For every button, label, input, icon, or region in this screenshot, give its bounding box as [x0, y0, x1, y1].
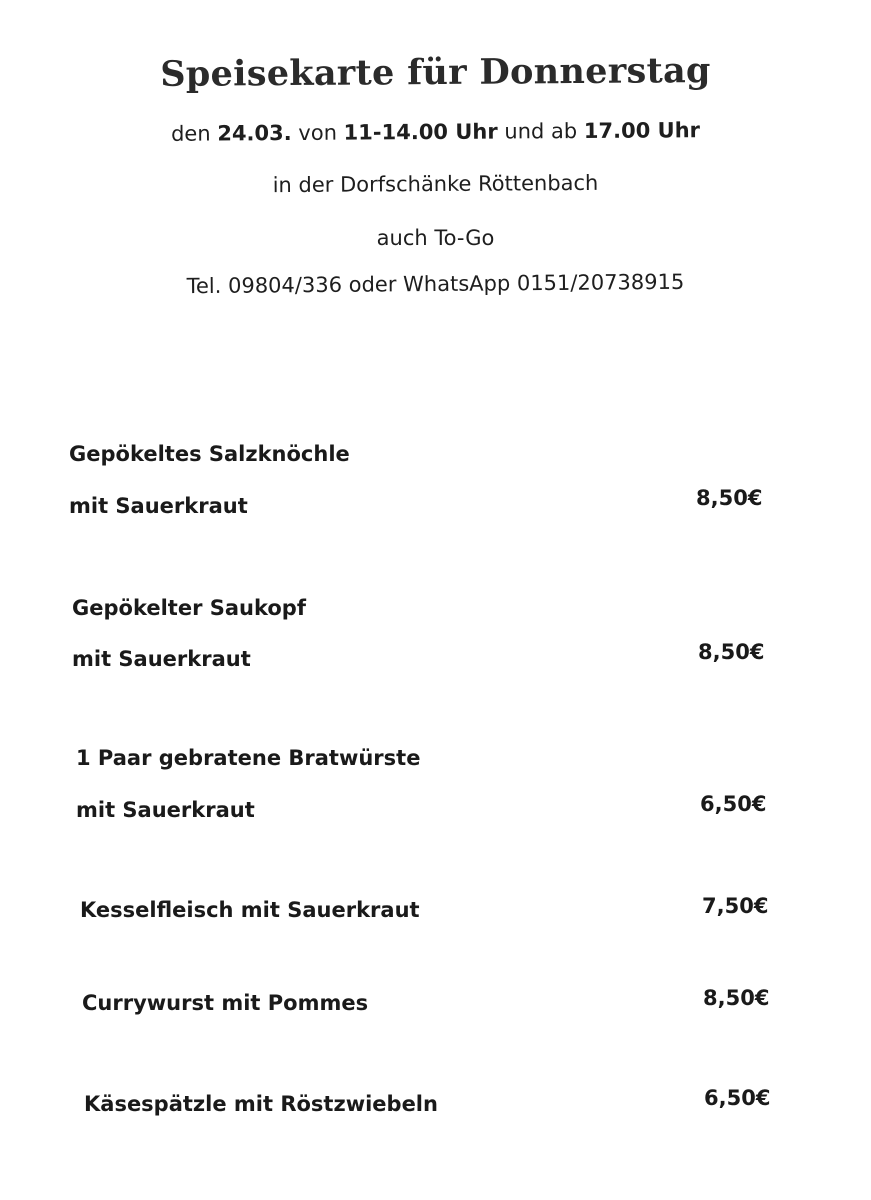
togo-line: auch To-Go: [376, 226, 495, 250]
date-prefix: den: [170, 121, 218, 146]
contact-line: Tel. 09804/336 oder WhatsApp 0151/20738915: [186, 269, 685, 299]
evening-hours: 17.00 Uhr: [583, 118, 701, 143]
menu-item-side: mit Sauerkraut: [76, 798, 255, 822]
menu-item-name: 1 Paar gebratene Bratwürste: [76, 746, 421, 770]
lunch-hours: 11-14.00 Uhr: [343, 119, 498, 145]
menu-item-price: 8,50€: [698, 640, 765, 664]
menu-item-side: mit Sauerkraut: [72, 647, 251, 671]
menu-date: 24.03.: [217, 121, 292, 146]
menu-item-price: 6,50€: [704, 1086, 771, 1110]
menu-item-name: Käsespätzle mit Röstzwiebeln: [84, 1092, 438, 1116]
menu-item-price: 7,50€: [702, 894, 769, 918]
menu-item-price: 8,50€: [703, 986, 770, 1010]
menu-title: Speisekarte für Donnerstag: [160, 50, 711, 95]
opening-hours-line: [0, 117, 871, 147]
menu-item-side: mit Sauerkraut: [69, 494, 248, 518]
menu-item-name: Gepökeltes Salzknöchle: [69, 442, 350, 466]
menu-item-name: Currywurst mit Pommes: [82, 991, 369, 1015]
location-line: in der Dorfschänke Röttenbach: [272, 170, 599, 198]
menu-item-price: 6,50€: [700, 792, 767, 816]
and-from-word: und ab: [497, 118, 584, 144]
menu-item-name: Gepökelter Saukopf: [72, 596, 306, 620]
menu-item-name: Kesselfleisch mit Sauerkraut: [80, 898, 420, 922]
menu-item-price: 8,50€: [696, 486, 763, 510]
from-word: von: [291, 120, 344, 146]
